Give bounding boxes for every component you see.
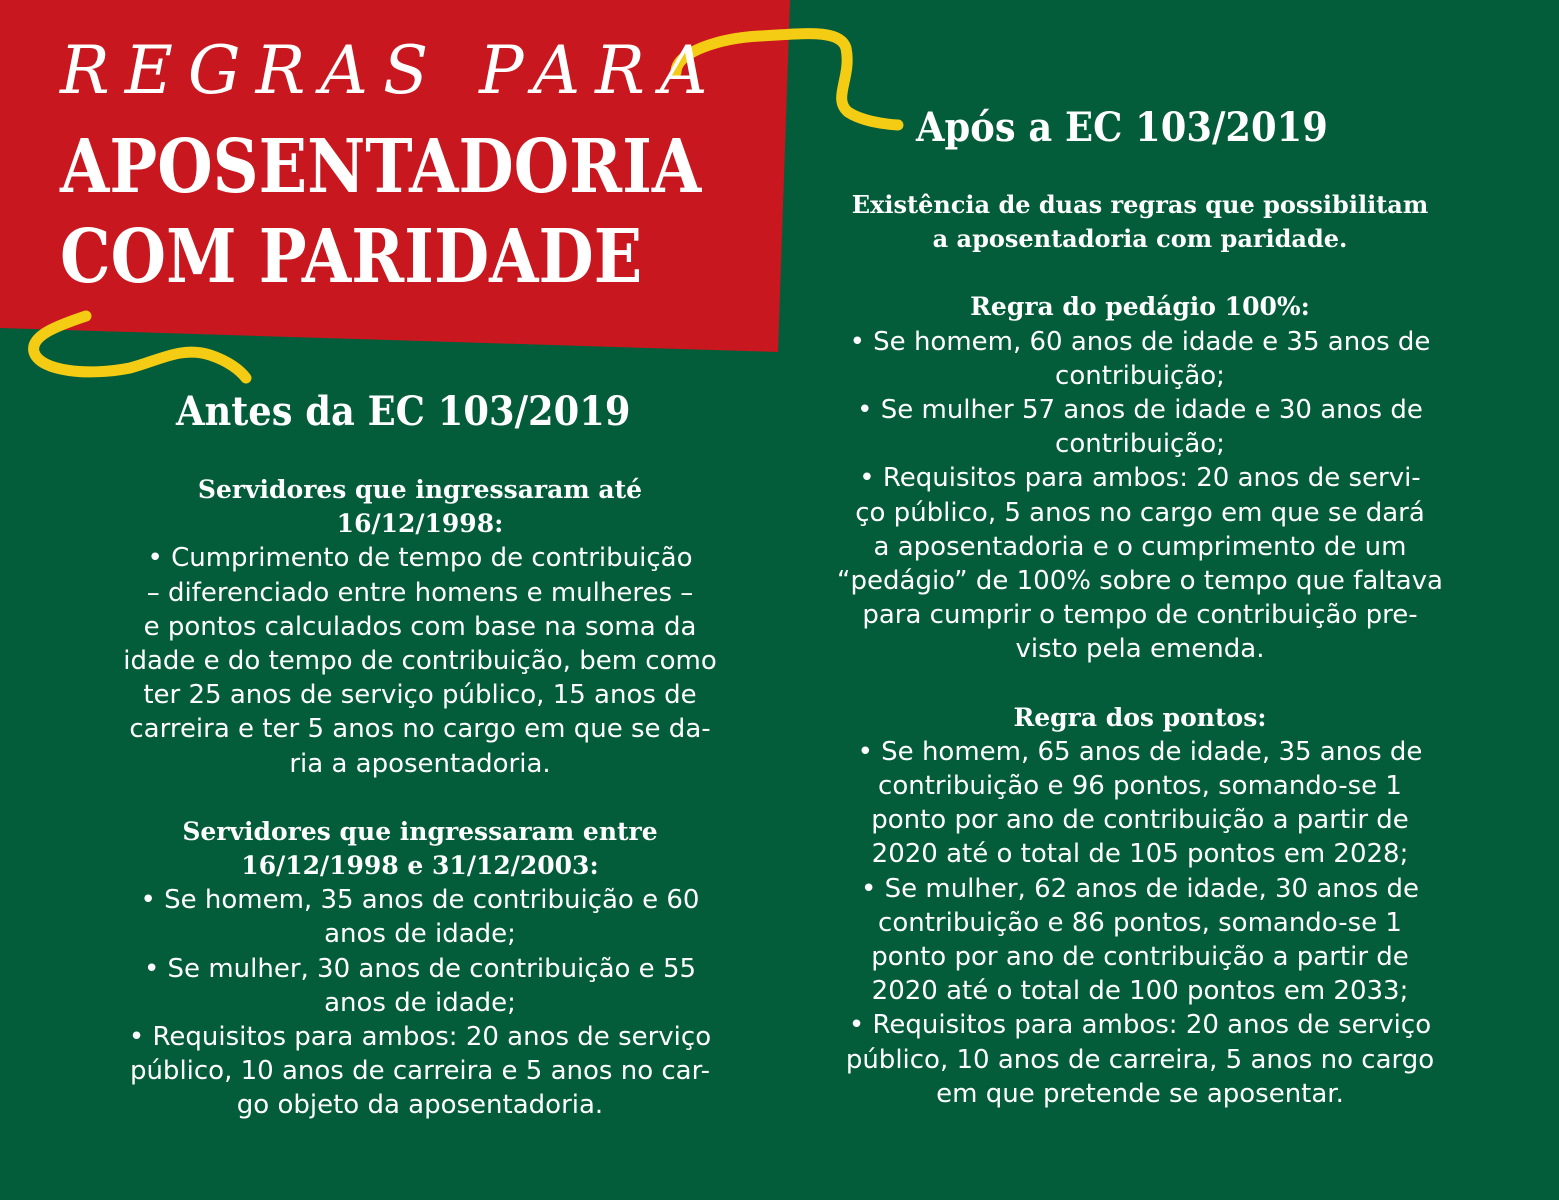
rule-1-line: contribuição; bbox=[1055, 429, 1225, 460]
group-2-line: • Requisitos para ambos: 20 anos de serviço bbox=[128, 1022, 712, 1053]
page-title-line-1: APOSENTADORIA bbox=[60, 124, 702, 210]
rule-1-line: • Se homem, 60 anos de idade e 35 anos de bbox=[849, 326, 1431, 357]
group-2-line: • Se mulher, 30 anos de contribuição e 55 bbox=[143, 953, 697, 984]
rule-1-title: Regra do pedágio 100%: bbox=[970, 292, 1310, 322]
rule-1-line: “pedágio” de 100% sobre o tempo que faltava bbox=[837, 566, 1443, 597]
rule-1-line: visto pela emenda. bbox=[1015, 634, 1265, 665]
rule-1-line: • Requisitos para ambos: 20 anos de servi- bbox=[859, 463, 1421, 494]
rule-1-line: • Se mulher 57 anos de idade e 30 anos de bbox=[857, 395, 1423, 426]
rule-2-line: • Se mulher, 62 anos de idade, 30 anos de bbox=[861, 873, 1419, 904]
rule-2-line: contribuição e 96 pontos, somando-se 1 bbox=[878, 771, 1402, 802]
rule-2-line: público, 10 anos de carreira, 5 anos no cargo bbox=[845, 1044, 1435, 1075]
group-2-line: go objeto da aposentadoria. bbox=[236, 1090, 604, 1121]
group-1-title-line-2: 16/12/1998: bbox=[336, 509, 504, 539]
rule-2-line: 2020 até o total de 105 pontos em 2028; bbox=[871, 839, 1409, 870]
rule-2-line: contribuição e 86 pontos, somando-se 1 bbox=[878, 907, 1402, 938]
title-kicker: REGRAS PARA bbox=[60, 32, 723, 109]
group-1-line: ria a aposentadoria. bbox=[289, 748, 551, 779]
rule-2-line: em que pretende se aposentar. bbox=[936, 1078, 1344, 1109]
group-1-line: carreira e ter 5 anos no cargo em que se da- bbox=[129, 714, 711, 745]
rule-1-line: para cumprir o tempo de contribuição pre- bbox=[862, 600, 1418, 631]
group-2-line: • Se homem, 35 anos de contribuição e 60 bbox=[140, 885, 700, 916]
rule-2-title: Regra dos pontos: bbox=[1013, 702, 1267, 732]
group-1-line: idade e do tempo de contribuição, bem como bbox=[123, 646, 717, 677]
rule-2-line: 2020 até o total de 100 pontos em 2033; bbox=[871, 976, 1409, 1007]
intro-line-2: a aposentadoria com paridade. bbox=[932, 224, 1348, 254]
after-ec-heading: Após a EC 103/2019 bbox=[916, 104, 1328, 151]
group-2-title-line-2: 16/12/1998 e 31/12/2003: bbox=[241, 851, 599, 881]
group-1-line: ter 25 anos de serviço público, 15 anos de bbox=[143, 680, 697, 711]
group-1-title-line-1: Servidores que ingressaram até bbox=[197, 475, 643, 504]
group-1-line: – diferenciado entre homens e mulheres – bbox=[146, 577, 694, 608]
group-2-line: anos de idade; bbox=[324, 987, 516, 1018]
rule-2-line: ponto por ano de contribuição a partir de bbox=[871, 805, 1409, 836]
group-1-line: e pontos calculados com base na soma da bbox=[143, 611, 697, 642]
group-2-line: anos de idade; bbox=[324, 919, 516, 950]
group-2-title-line-1: Servidores que ingressaram entre bbox=[182, 816, 658, 846]
intro-line-1: Existência de duas regras que possibilitam bbox=[851, 190, 1429, 219]
rule-1-line: a aposentadoria e o cumprimento de um bbox=[873, 531, 1407, 562]
before-ec-column bbox=[80, 473, 760, 1123]
group-2-line: público, 10 anos de carreira e 5 anos no car- bbox=[129, 1056, 711, 1087]
rule-2-line: ponto por ano de contribuição a partir de bbox=[871, 942, 1409, 973]
rule-1-line: contribuição; bbox=[1055, 360, 1225, 391]
page-title-line-2: COM PARIDADE bbox=[60, 214, 643, 300]
rule-2-line: • Requisitos para ambos: 20 anos de serviço bbox=[848, 1010, 1432, 1041]
rule-1-line: ço público, 5 anos no cargo em que se dará bbox=[855, 497, 1425, 528]
rule-2-line: • Se homem, 65 anos de idade, 35 anos de bbox=[857, 736, 1423, 767]
group-1-line: • Cumprimento de tempo de contribuição bbox=[147, 543, 693, 574]
before-ec-heading: Antes da EC 103/2019 bbox=[176, 388, 631, 435]
after-ec-column bbox=[800, 188, 1480, 1111]
